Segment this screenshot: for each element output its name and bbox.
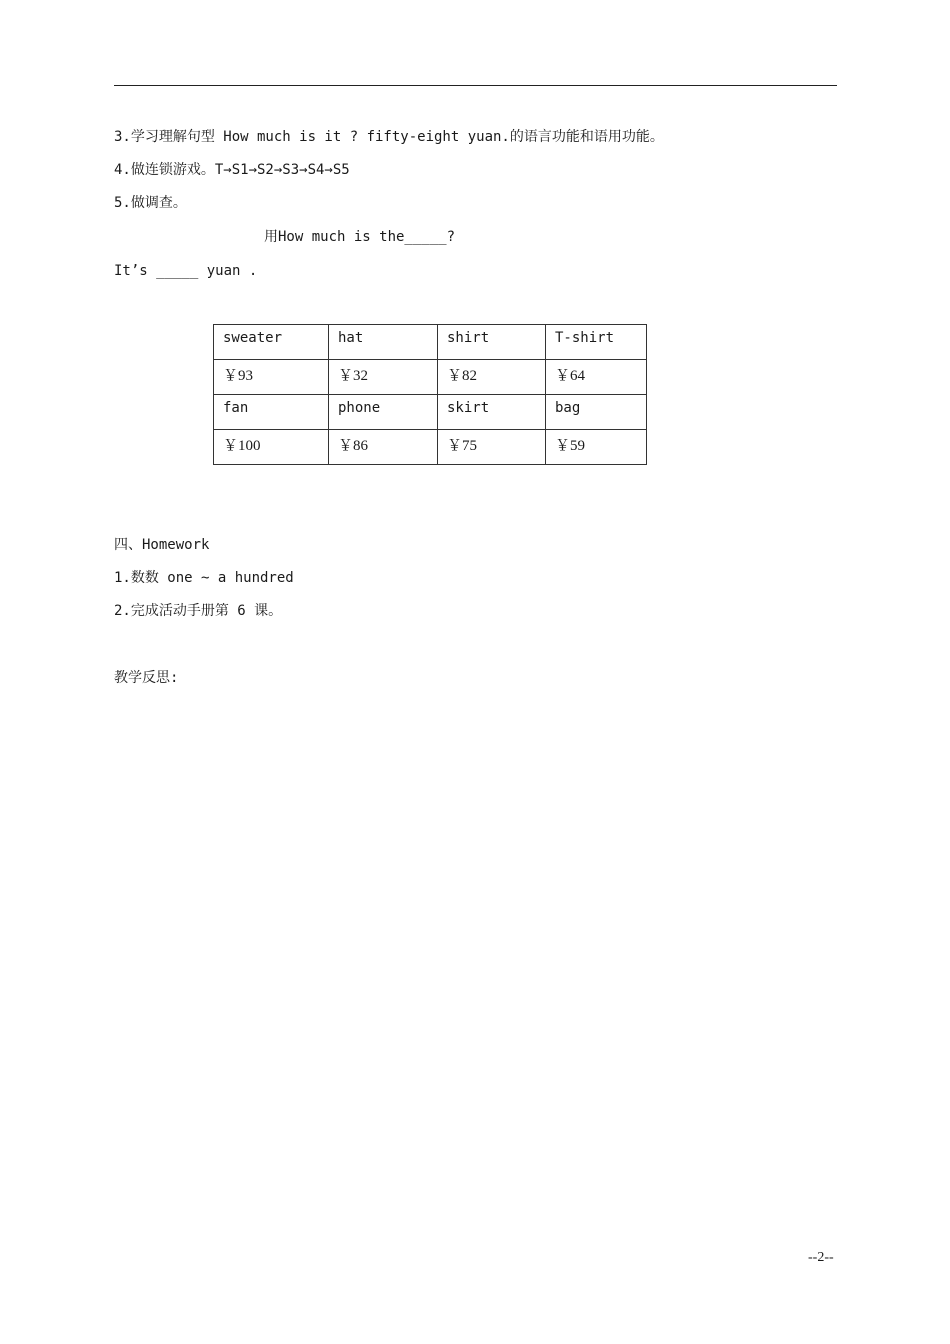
survey-answer-prompt: It’s _____ yuan . [114, 263, 258, 279]
table-cell: ￥32 [329, 360, 438, 395]
teaching-reflection-label: 教学反思: [114, 670, 179, 686]
table-row [214, 325, 647, 360]
table-cell: fan [214, 395, 329, 430]
table-cell: bag [546, 395, 647, 430]
homework-heading: 四、Homework [114, 537, 210, 553]
step-4-text: 4.做连锁游戏。T→S1→S2→S3→S4→S5 [114, 162, 350, 178]
survey-question-prompt: 用How much is the_____? [264, 229, 456, 245]
table-cell: sweater [214, 325, 329, 360]
table-row [214, 395, 647, 430]
table-cell: ￥93 [214, 360, 329, 395]
table-cell: T-shirt [546, 325, 647, 360]
header-rule [114, 85, 837, 86]
table-cell: ￥100 [214, 430, 329, 465]
table-cell: shirt [438, 325, 546, 360]
table-cell: skirt [438, 395, 546, 430]
table-cell: phone [329, 395, 438, 430]
table-cell: ￥64 [546, 360, 647, 395]
table-cell: ￥59 [546, 430, 647, 465]
step-3-text: 3.学习理解句型 How much is it ? fifty-eight yuan.的语言功能和语用功能。 [114, 129, 664, 145]
table-cell: ￥82 [438, 360, 546, 395]
homework-item-1: 1.数数 one ~ a hundred [114, 570, 294, 586]
survey-table [213, 324, 647, 465]
step-5-text: 5.做调查。 [114, 195, 187, 211]
table-cell: ￥75 [438, 430, 546, 465]
table-cell: hat [329, 325, 438, 360]
table-cell: ￥86 [329, 430, 438, 465]
page-number: --2-- [808, 1250, 834, 1265]
homework-item-2: 2.完成活动手册第 6 课。 [114, 603, 283, 619]
table-row [214, 430, 647, 465]
table-row [214, 360, 647, 395]
